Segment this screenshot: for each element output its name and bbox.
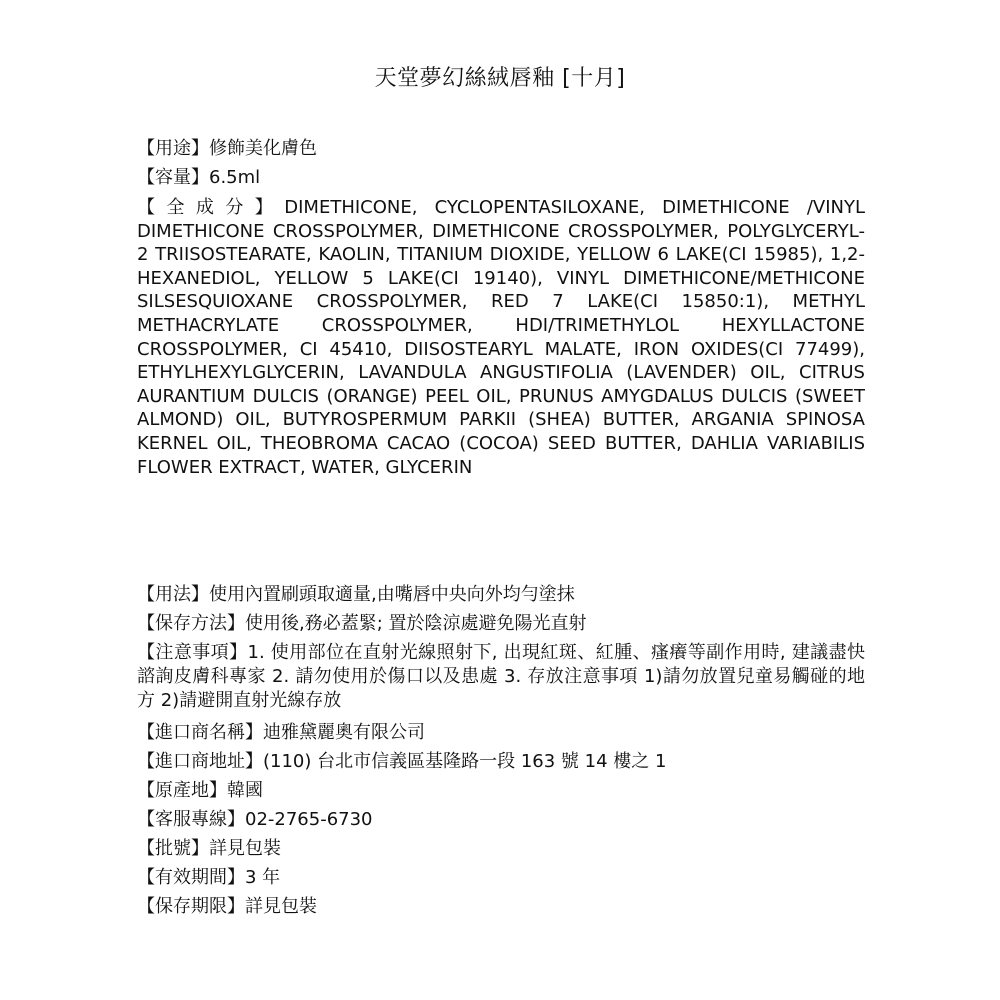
importer-address-label: 【進口商地址】 [137,751,263,772]
shelf-life-row [137,892,865,921]
ingredients-row [137,196,865,479]
origin-value: 韓國 [227,780,263,801]
directions-label: 【用法】 [137,584,209,605]
cautions-label: 【注意事項】 [137,642,248,663]
importer-address-row [137,747,865,776]
volume-row [137,163,865,192]
shelf-life-value: 詳見包裝 [245,896,317,917]
importer-address-value: (110) 台北市信義區基隆路一段 163 號 14 樓之 1 [263,751,667,772]
importer-name-value: 迪雅黛麗奧有限公司 [263,722,425,743]
valid-period-value: 3 年 [245,867,281,888]
usage-purpose-value: 修飾美化膚色 [209,138,317,159]
storage-method-label: 【保存方法】 [137,613,245,634]
volume-value: 6.5ml [209,167,261,188]
usage-purpose-row [137,134,865,163]
volume-label: 【容量】 [137,167,209,188]
ingredients-label: 【全成分】 [137,197,285,218]
origin-row [137,776,865,805]
directions-value: 使用內置刷頭取適量,由嘴唇中央向外均勻塗抹 [209,584,575,605]
details [137,580,865,921]
usage-purpose-label: 【用途】 [137,138,209,159]
valid-period-row [137,863,865,892]
service-line-value: 02-2765-6730 [245,809,373,830]
directions-row [137,580,865,609]
shelf-life-label: 【保存期限】 [137,896,245,917]
batch-no-row [137,834,865,863]
ingredients-value: DIMETHICONE, CYCLOPENTASILOXANE, DIMETHICONE /VINYL DIMETHICONE CROSSPOLYMER, DIMETHICONE CROSSPOLYMER, POLYGLYCERYL-2 TRIISOSTEARATE, KAOLIN, TITANIUM DIOXIDE, YELLOW 6 LAKE(CI 15985), 1,2-HEXANEDIOL, YELLOW 5 LAKE(CI 19140), VINYL DIMETHICONE/METHICONE SILSESQUIOXANE CROSSPOLYMER, RED 7 LAKE(CI 15850:1), METHYL METHACRYLATE CROSSPOLYMER, HDI/TRIMETHYLOL HEXYLLACTONE CROSSPOLYMER, CI 45410, DIISOSTEARYL MALATE, IRON OXIDES(CI 77499), ETHYLHEXYLGLYCERIN, LAVANDULA ANGUSTIFOLIA (LAVENDER) OIL, CITRUS AURANTIUM DULCIS (ORANGE) PEEL OIL, PRUNUS AMYGDALUS DULCIS (SWEET ALMOND) OIL, BUTYROSPERMUM PARKII (SHEA) BUTTER, ARGANIA SPINOSA KERNEL OIL, THEOBROMA CACAO (COCOA) SEED BUTTER, DAHLIA VARIABILIS FLOWER EXTRACT, WATER, GLYCERIN [137,197,865,478]
valid-period-label: 【有效期間】 [137,867,245,888]
importer-name-row [137,718,865,747]
product-title: 天堂夢幻絲絨唇釉 [十月] [374,66,626,91]
storage-method-value: 使用後,務必蓋緊; 置於陰涼處避免陽光直射 [245,613,587,634]
batch-no-label: 【批號】 [137,838,209,859]
batch-no-value: 詳見包裝 [209,838,281,859]
storage-method-row [137,609,865,638]
cautions-row [137,638,865,718]
origin-label: 【原產地】 [137,780,227,801]
cautions-value: 1. 使用部位在直射光線照射下, 出現紅斑、紅腫、瘙癢等副作用時, 建議盡快諮詢皮膚科專家 2. 請勿使用於傷口以及患處 3. 存放注意事項 1)請勿放置兒童易觸碰的地方 2)請避開直射光線存放 [137,642,866,711]
service-line-label: 【客服專線】 [137,809,245,830]
importer-name-label: 【進口商名稱】 [137,722,263,743]
service-line-row [137,805,865,834]
basic-info [137,134,865,192]
